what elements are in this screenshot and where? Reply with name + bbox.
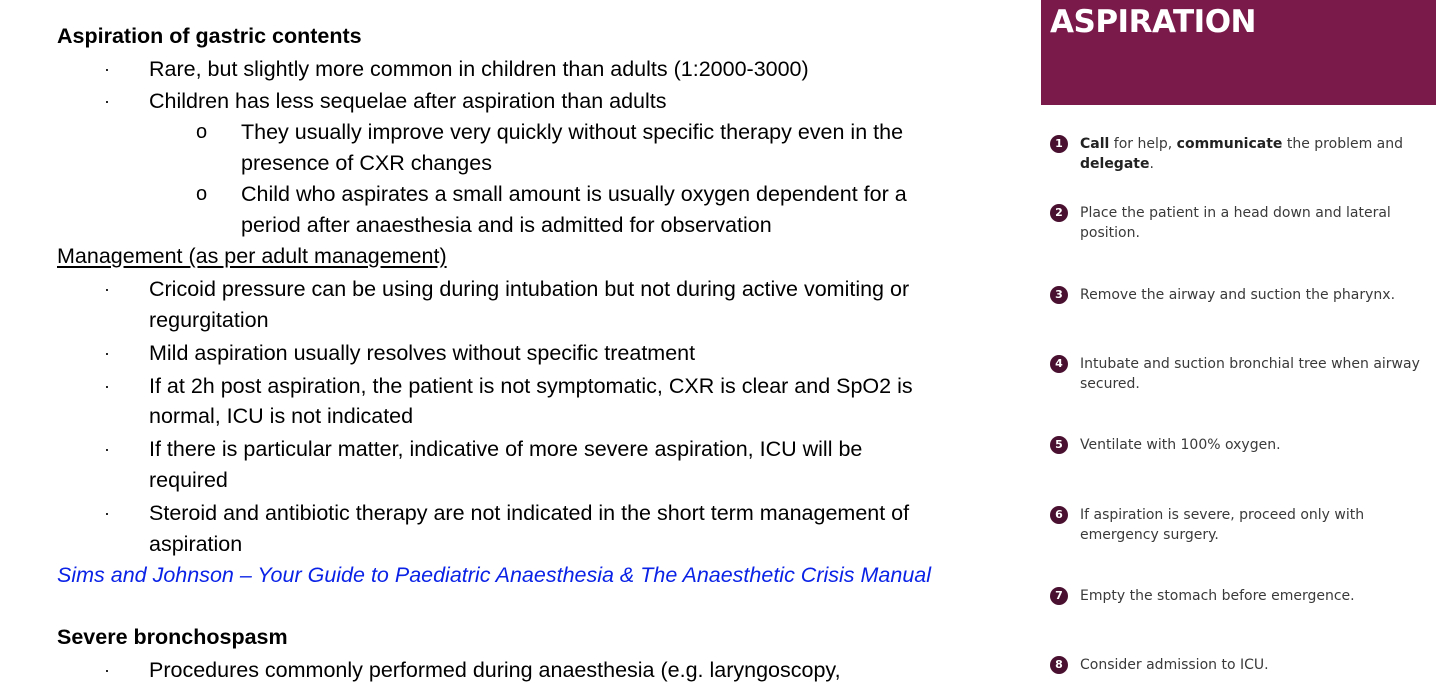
step-number-badge: 8 [1050, 656, 1068, 674]
bullet-text: normal, ICU is not indicated [149, 404, 414, 428]
sub-bullet-text: presence of CXR changes [241, 151, 492, 175]
bullet-text: Cricoid pressure can be using during intubation but not during active vomiting or [149, 277, 910, 301]
sub-bullet-glyph: o [196, 183, 208, 205]
card-title: ASPIRATION [1050, 4, 1257, 40]
step-number-badge: 7 [1050, 587, 1068, 605]
sub-bullet-text: They usually improve very quickly without specific therapy even in the [241, 120, 904, 144]
step-number-badge: 3 [1050, 286, 1068, 304]
bullet-text: aspiration [149, 532, 243, 556]
bullet-text: If there is particular matter, indicative of more severe aspiration, ICU will be [149, 437, 863, 461]
bullet-text: Children has less sequelae after aspiration than adults [149, 89, 667, 113]
step-text: Intubate and suction bronchial tree when airway secured. [1080, 356, 1420, 392]
step-text: Ventilate with 100% oxygen. [1080, 437, 1281, 453]
step-number-badge: 6 [1050, 506, 1068, 524]
bullet-glyph: · [104, 343, 110, 363]
citation-link[interactable]: Sims and Johnson – Your Guide to Paediatric Anaesthesia & The Anaesthetic Crisis Manual [57, 563, 932, 587]
heading-aspiration: Aspiration of gastric contents [57, 24, 362, 48]
bullet-glyph: · [104, 660, 110, 680]
bullet-glyph: · [104, 439, 110, 459]
bullet-glyph: · [104, 59, 110, 79]
step-text: Call for help, communicate the problem and delegate. [1080, 136, 1404, 172]
aspiration-card [1041, 0, 1436, 678]
bullet-text: Steroid and antibiotic therapy are not indicated in the short term management of [149, 501, 910, 525]
sub-bullet-text: Child who aspirates a small amount is usually oxygen dependent for a [241, 182, 907, 206]
sub-bullet-glyph: o [196, 121, 208, 143]
bullet-glyph: · [104, 376, 110, 396]
bullet-glyph: · [104, 279, 110, 299]
sub-bullet-text: period after anaesthesia and is admitted for observation [241, 213, 772, 237]
bullet-text: required [149, 468, 228, 492]
bullet-glyph: · [104, 91, 110, 111]
step-number-badge: 2 [1050, 204, 1068, 222]
bullet-text: regurgitation [149, 308, 269, 332]
step-text: If aspiration is severe, proceed only with emergency surgery. [1080, 507, 1365, 543]
bullet-text: Procedures commonly performed during anaesthesia (e.g. laryngoscopy, [149, 658, 841, 682]
bullet-text: Rare, but slightly more common in children than adults (1:2000-3000) [149, 57, 809, 81]
heading-bronchospasm: Severe bronchospasm [57, 625, 288, 649]
step-text: Place the patient in a head down and lateral position. [1080, 205, 1391, 241]
management-heading: Management (as per adult management) [57, 244, 447, 268]
step-number-badge: 4 [1050, 355, 1068, 373]
step-text: Consider admission to ICU. [1080, 657, 1269, 673]
bullet-glyph: · [104, 503, 110, 523]
bullet-text: If at 2h post aspiration, the patient is not symptomatic, CXR is clear and SpO2 is [149, 374, 913, 398]
bullet-text: Mild aspiration usually resolves without specific treatment [149, 341, 696, 365]
step-text: Remove the airway and suction the pharynx. [1080, 287, 1396, 303]
step-text: Empty the stomach before emergence. [1080, 588, 1355, 604]
step-number-badge: 1 [1050, 135, 1068, 153]
step-number-badge: 5 [1050, 436, 1068, 454]
card-header [1041, 0, 1436, 105]
